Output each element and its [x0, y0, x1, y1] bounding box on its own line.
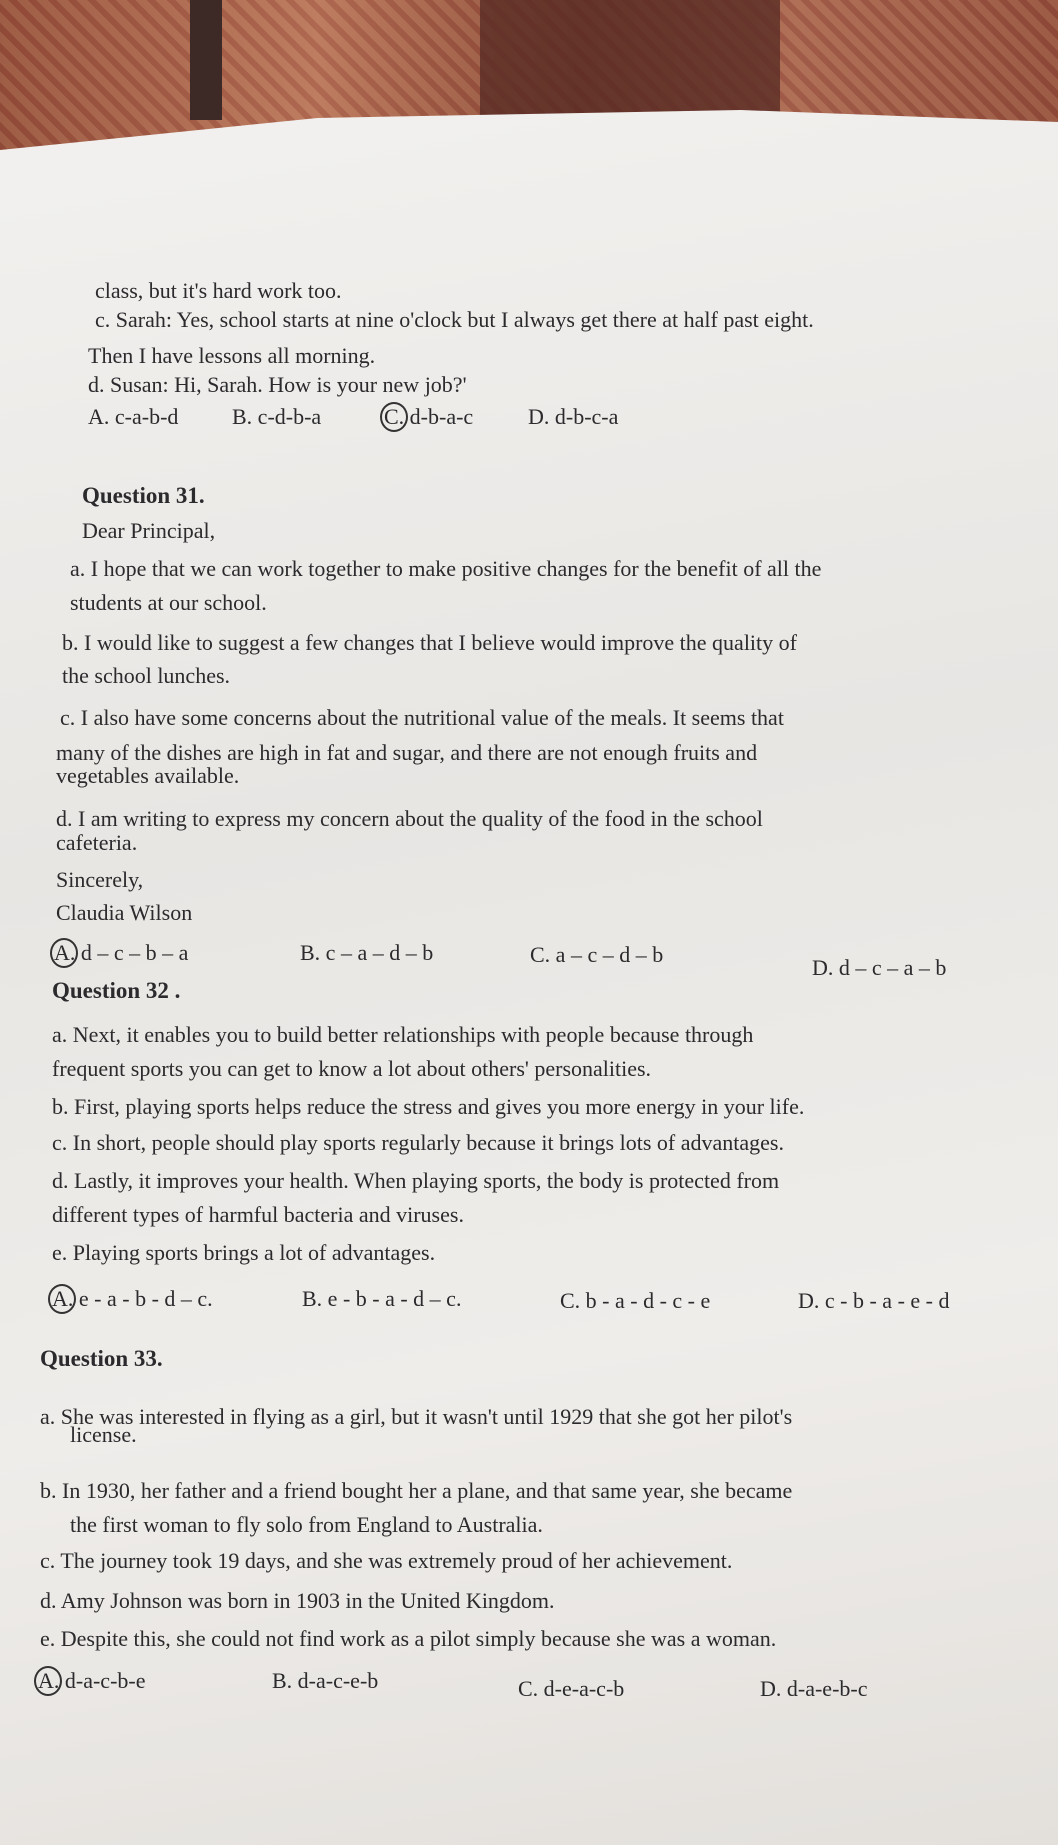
- q33-line: the first woman to fly solo from England to Australia.: [70, 1512, 543, 1537]
- q30-line: d. Susan: Hi, Sarah. How is your new job?': [88, 372, 467, 397]
- q33-title: Question 33.: [40, 1346, 163, 1371]
- q31-closing: Sincerely,: [56, 867, 144, 892]
- q31-title: Question 31.: [82, 483, 205, 508]
- q31-line: the school lunches.: [62, 663, 231, 688]
- q32-line: c. In short, people should play sports regularly because it brings lots of advantages.: [52, 1130, 784, 1155]
- q32-line: frequent sports you can get to know a lot about others' personalities.: [52, 1056, 652, 1081]
- q31-signature: Claudia Wilson: [56, 900, 193, 925]
- q30-line: class, but it's hard work too.: [95, 278, 342, 303]
- q33-line: license.: [70, 1422, 137, 1447]
- q33-line: d. Amy Johnson was born in 1903 in the United Kingdom.: [40, 1588, 555, 1613]
- q30-line: Then I have lessons all morning.: [88, 343, 376, 368]
- q30-option-d[interactable]: D. d-b-c-a: [528, 404, 619, 429]
- q33-line: e. Despite this, she could not find work as a pilot simply because she was a woman.: [40, 1626, 777, 1651]
- q32-line: different types of harmful bacteria and viruses.: [52, 1202, 464, 1227]
- q33-option-d[interactable]: D. d-a-e-b-c: [760, 1676, 868, 1701]
- q32-option-a[interactable]: A. e - a - b - d – c.: [52, 1286, 213, 1311]
- q31-line: b. I would like to suggest a few changes that I believe would improve the quality of: [62, 630, 797, 655]
- q30-option-b[interactable]: B. c-d-b-a: [232, 404, 322, 429]
- q33-line: a. She was interested in flying as a girl, but it wasn't until 1929 that she got her pilot's: [40, 1404, 793, 1429]
- q32-line: d. Lastly, it improves your health. When playing sports, the body is protected from: [52, 1168, 780, 1193]
- q31-line: a. I hope that we can work together to make positive changes for the benefit of all the: [70, 556, 822, 581]
- q31-line: students at our school.: [70, 590, 267, 615]
- q32-line: b. First, playing sports helps reduce the stress and gives you more energy in your life.: [52, 1094, 805, 1119]
- q32-option-c[interactable]: C. b - a - d - c - e: [560, 1288, 711, 1313]
- q31-option-a[interactable]: A. d – c – b – a: [54, 940, 189, 965]
- q32-option-d[interactable]: D. c - b - a - e - d: [798, 1288, 950, 1313]
- q33-line: c. The journey took 19 days, and she was extremely proud of her achievement.: [40, 1548, 733, 1573]
- q30-option-a[interactable]: A. c-a-b-d: [88, 404, 179, 429]
- q31-line: Dear Principal,: [82, 518, 216, 543]
- q31-option-d[interactable]: D. d – c – a – b: [812, 955, 947, 980]
- q31-option-b[interactable]: B. c – a – d – b: [300, 940, 434, 965]
- q31-line: cafeteria.: [56, 830, 138, 855]
- q33-option-c[interactable]: C. d-e-a-c-b: [518, 1676, 625, 1701]
- q33-option-b[interactable]: B. d-a-c-e-b: [272, 1668, 379, 1693]
- q32-option-b[interactable]: B. e - b - a - d – c.: [302, 1286, 462, 1311]
- q31-option-c[interactable]: C. a – c – d – b: [530, 942, 664, 967]
- q33-option-a[interactable]: A. d-a-c-b-e: [38, 1668, 146, 1693]
- q32-line: e. Playing sports brings a lot of advantages.: [52, 1240, 436, 1265]
- q31-line: c. I also have some concerns about the nutritional value of the meals. It seems that: [60, 705, 784, 730]
- q30-option-c[interactable]: C. d-b-a-c: [384, 404, 474, 429]
- q31-line: vegetables available.: [56, 763, 240, 788]
- q32-title: Question 32 .: [52, 978, 181, 1003]
- q31-line: d. I am writing to express my concern about the quality of the food in the school: [56, 806, 763, 831]
- q30-line: c. Sarah: Yes, school starts at nine o'clock but I always get there at half past eight.: [95, 307, 814, 332]
- q33-line: b. In 1930, her father and a friend bought her a plane, and that same year, she became: [40, 1478, 793, 1503]
- q31-line: many of the dishes are high in fat and sugar, and there are not enough fruits and: [56, 740, 758, 765]
- q32-line: a. Next, it enables you to build better relationships with people because through: [52, 1022, 754, 1047]
